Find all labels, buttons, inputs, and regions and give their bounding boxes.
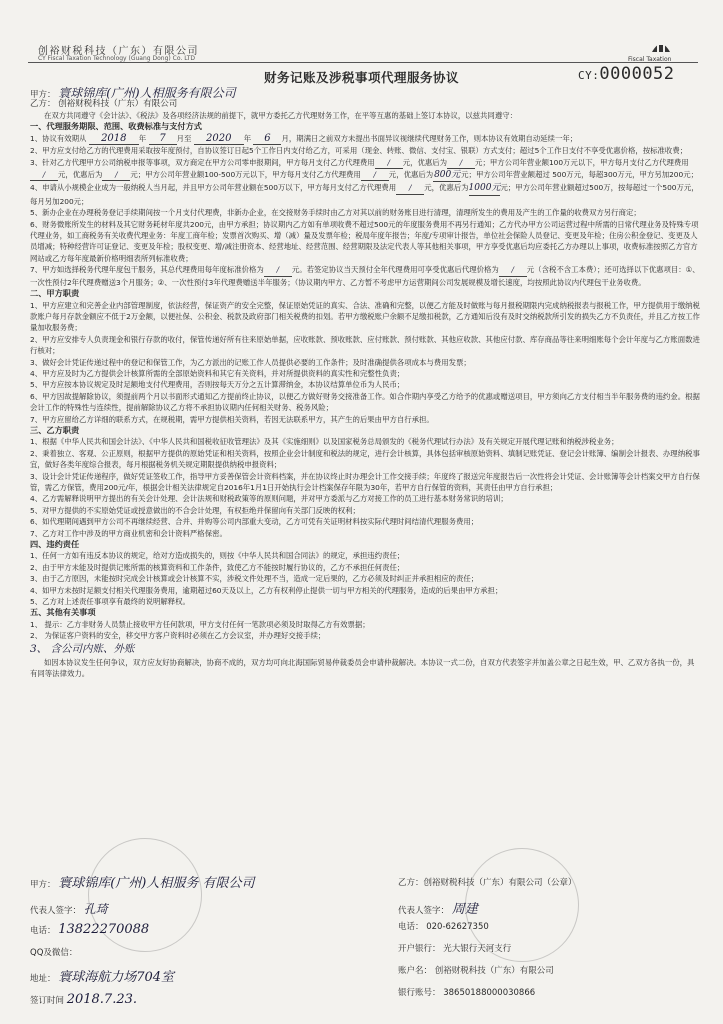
clause-1-3-text-g: 元；甲方公司年营业额超过 500万元，每超300万元，甲方另加200元； [461, 170, 698, 180]
clause-4-5: 5、乙方对上述责任事项享有最终的说明解释权。 [30, 597, 190, 607]
clause-1-1 [30, 133, 700, 145]
clause-1-7-text-b: 元。若签定协议当天预付全年代理费用可享受优惠后代理价格为 [291, 265, 499, 275]
sign-b-phone-label: 电话： [398, 922, 424, 932]
section-3-heading: 三、乙方职责 [30, 424, 80, 435]
general-fee-blank: / [396, 182, 424, 194]
closing-paragraph: 如因本协议发生任何争议，双方应友好协商解决，协商不成的，双方均可向北海国际贸易仲裁委员会申请仲裁解决。本协议一式二份，自双方代表签字并加盖公章之日起生效，甲、乙双方各执一份，具有同等法律效力。 [30, 657, 695, 679]
clause-5-3-handwritten: 3、 含公司内账、外账 [30, 642, 135, 655]
clause-1-1-tail: 月，期满日之前双方未提出书面异议视继续代理财务工作，则本协议有效期自动延续一年； [281, 133, 578, 143]
clause-3-5: 5、对甲方提供的不实原始凭证或授意做出的不合会计处理，有权拒绝并保留向有关部门反映的权利； [30, 505, 360, 515]
clause-3-4: 4、乙方需解释说明甲方提出的有关会计处理、会计法规和财税政策等的原则问题，并对甲方委派与乙方对接工作的员工进行基本财务常识的培训； [30, 494, 508, 504]
sign-b-bank [398, 942, 511, 954]
party-b-line [30, 97, 177, 109]
end-year: 2020 [194, 133, 244, 145]
clause-1-7-text-a: 7、甲方如选择税务代理年度包干服务，其总代理费用每年度标准价格为 [30, 265, 264, 275]
sign-a-phone [30, 922, 149, 937]
small-fee-blank: / [30, 169, 58, 181]
section-5-heading: 五、其他有关事项 [30, 607, 96, 618]
clause-2-5: 5、甲方应按本协议规定及时足额地支付代理费用，否则按每天万分之五计算滞纳金，本协议结算单位币为人民币； [30, 380, 405, 390]
sign-a-qq [30, 946, 77, 958]
serial-value: 0000052 [599, 64, 675, 84]
sign-a-rep-hw: 孔琦 [83, 902, 108, 916]
party-b-label: 乙方： [30, 99, 56, 109]
clause-3-1: 1、根据《中华人民共和国会计法》、《中华人民共和国税收征收管理法》及其《实施细则》以及国家税务总局颁发的《税务代理试行办法》及有关规定开展代理记账和纳税涉税业务； [30, 437, 619, 447]
clause-3-3: 3、设计会计凭证传递程序，做好凭证签收工作，指导甲方妥善保管会计资料档案，并在协议终止时办理会计工作交接手续；年度终了报送完年度报告后一次性将会计凭证、会计账簿等会计档案交甲方自行保管，需乙方保管，费用200元/年，根据会计相关法律规定自2016年1月1日开始执行会计档案保存年限为30年，若甲方自行保管的资料，其责任由甲方自行承担； [30, 471, 700, 492]
company-logo-icon [648, 34, 674, 56]
mid-fee-blank: / [361, 169, 389, 181]
sign-b-account-no-label: 银行账号： [398, 988, 441, 998]
sign-b-rep-hw: 周建 [451, 902, 478, 917]
serial-prefix: CY: [578, 69, 600, 82]
sign-a-company-hw: 寰球锦库(广州)人相服务 有限公司 [58, 876, 255, 891]
clause-4-1: 1、任何一方如有违反本协议的规定，给对方造成损失的，则按《中华人民共和国合同法》的规定，承担违约责任； [30, 551, 405, 561]
party-a-name: 寰球锦库(广州)人相服务有限公司 [58, 86, 236, 100]
start-month: 7 [149, 133, 177, 145]
sign-b-account-no [398, 986, 535, 998]
clause-1-3-text-d: 元，优惠后为 [58, 170, 103, 180]
end-year-unit: 年 [243, 133, 252, 143]
header-company-cn: 创裕财税科技（广东）有限公司 [38, 46, 199, 57]
sign-a-rep [30, 900, 108, 917]
sign-a-qq-label: QQ及微信： [30, 948, 78, 958]
clause-1-4 [30, 182, 700, 207]
sign-b-account-no-value: 38650188000030866 [443, 988, 536, 998]
document-title: 财务记账及涉税事项代理服务协议 [263, 70, 459, 85]
header-company-en: CY Fiscal Taxation Technology (Guang Dong) Co. LTD [38, 55, 196, 62]
annual-discount-blank: / [499, 264, 527, 276]
clause-1-7 [30, 264, 700, 288]
sign-b-rep-label: 代表人签字： [398, 906, 450, 916]
party-a-label: 甲方： [30, 90, 56, 100]
section-1-heading: 一、代理服务期限、范围、收费标准与支付方式 [30, 121, 202, 132]
clause-1-4-text-c: 元；甲方公司年营业额超过500万，按每超过一个500万元，每月另加200元； [30, 183, 699, 206]
clause-1-3-text-c: 元；甲方公司年营业额100万元以下，甲方每月支付乙方代理费用 [475, 157, 689, 167]
sign-b-rep [398, 898, 478, 917]
section-4-heading: 四、违约责任 [30, 539, 80, 550]
sign-a-company [30, 872, 255, 891]
sign-a-phone-label: 电话： [30, 926, 56, 936]
sign-b-account-name-value: 创裕财税科技（广东）有限公司 [434, 966, 554, 976]
clause-4-2: 2、由于甲方未能及时提供记账所需的核算资料和工作条件，致使乙方不能按时履行协议的，乙方不承担任何责任； [30, 562, 405, 572]
clause-2-7: 7、甲方应留给乙方详细的联系方式，在规税期，需甲方提供相关资料，若因无法联系甲方，其产生的后果由甲方自行承担。 [30, 414, 434, 424]
annual-fee-blank: / [264, 264, 292, 276]
clause-1-5: 5、新办企业在办理税务登记手续期间按一个月支付代理费，非新办企业，在交接财务手续时由乙方对其以前的财务账目进行清理，清理所发生的费用及产生的工作量的收费双方另行商定； [30, 208, 641, 218]
sign-a-date-hw: 2018.7.23. [66, 992, 138, 1007]
clause-1-3-text-f: 元，优惠后为 [388, 170, 434, 180]
serial-number [578, 64, 675, 84]
sign-a-address-label: 地址： [30, 974, 56, 984]
general-fee-discount-value: 1000元 [469, 183, 501, 195]
sign-a-phone-hw: 13822270088 [58, 922, 150, 937]
logo-caption: Fiscal Taxation [628, 56, 672, 63]
clause-2-4: 4、甲方应及时为乙方提供会计核算所需的全部原始资料和其它有关资料，并对所提供资料的真实性和完整性负责； [30, 368, 405, 378]
section-2-heading: 二、甲方职责 [30, 288, 80, 299]
clause-1-2: 2、甲方应支付给乙方的代理费用采取按年度预付，自协议签订日起5个工作日内支付给乙方，可采用（现金、转账、微信、支付宝、银联）方式支付；超过5个工作日支付不享受优惠价格，按标准收费； [30, 146, 688, 156]
agreement-body [30, 110, 700, 680]
sign-b-account-name [398, 964, 554, 976]
clause-5-1: 1、 提示：乙方非财务人员禁止接收甲方任何款项，甲方支付任何一笔款项必须及时取得乙方有效票据； [30, 619, 370, 629]
clause-4-3: 3、由于乙方原因，未能按时完成会计核算或会计核算不实，涉税文件处理不当，造成一定后果的，乙方必须及时纠正并承担相应的责任； [30, 574, 479, 584]
sign-a-rep-label: 代表人签字： [30, 906, 82, 916]
clause-2-6: 6、甲方因故提解除协议，须提前两个月以书面形式通知乙方提前终止协议，以便乙方做好财务交接准备工作。如合作期内享受乙方给予的优惠或赠送项目，甲方须向乙方支付相当半年服务费的违约金。根据会计工作的特殊性与连续性，提前解除协议乙方将不承担协议期内任何相关财务、税务风险； [30, 391, 700, 413]
clause-1-4-text-b: 元，优惠后为 [424, 183, 469, 193]
sign-b-phone [398, 920, 489, 932]
sign-a-date [30, 992, 137, 1007]
sign-b-bank-label: 开户银行： [398, 944, 441, 954]
clause-2-3: 3、做好会计凭证传递过程中的登记和保管工作，为乙方派出的记账工作人员提供必要的工作条件；及时准确提供各项成本与费用发票； [30, 357, 471, 367]
clause-5-2: 2、 为保证客户资料的安全，移交甲方客户资料时必须在乙方会议室，并办理好交接手续； [30, 631, 326, 641]
party-b-name: 创裕财税科技（广东）有限公司 [58, 99, 178, 109]
clause-1-1-text: 1、协议有效期从 [30, 133, 87, 143]
sign-b-company: 乙方：创裕财税科技（广东）有限公司（公章） [398, 878, 577, 888]
clause-1-3-text-a: 3、针对乙方代理甲方公司纳税申报等事项，双方商定在甲方公司零申报期间，甲方每月支付乙方代理费用 [30, 157, 375, 167]
clause-4-4: 4、如甲方未按时足额支付相关代理服务费用，逾期超过60天及以上，乙方有权利停止提供一切与甲方相关的代理服务，造成的后果由甲方承担； [30, 585, 503, 595]
clause-3-6: 6、如代理期间遇到甲方公司不再继续经营、合并、并购等公司内部重大变动，乙方可凭有关证明材料按实际代理时间结清代理服务费用； [30, 517, 479, 527]
mid-fee-discount-value: 800元 [433, 170, 461, 182]
clause-1-4-text-a: 4、申请从小规模企业成为一般纳税人当月起，并且甲方公司年营业额在500万以下，甲方每月支付乙方代理费用 [30, 183, 397, 193]
zero-fee-discount-blank: / [447, 157, 475, 169]
zero-fee-blank: / [375, 157, 403, 169]
sign-a-address-hw: 寰球海航力场704室 [58, 970, 175, 985]
clause-1-3-text-e: 元；甲方公司年营业额100-500万元以下，甲方每月支付乙方代理费用 [130, 170, 361, 180]
start-month-unit: 月至 [176, 133, 192, 143]
clause-3-7: 7、乙方对工作中涉及的甲方商业机密和会计资料严格保密。 [30, 528, 227, 538]
sign-b-account-name-label: 账户名： [398, 966, 433, 976]
sign-a-label: 甲方： [30, 880, 56, 890]
clause-2-1: 1、甲方应建立和完善企业内部管理制度，依法经营，保证资产的安全完整，保证原始凭证的真实、合法、准确和完整，以便乙方能及时做账与每月报税期限内完成纳税报表与报税工作，甲方提供用于缴纳税款账户每月存款金额应不低于2万金额，以便社保、公积金、税款及政府部门相关税费的扣划。若甲方缴税账户余额不足缴扣税款，乙方通知后没有及时交纳税款所引发的损失乙方不负责任，并且乙方按工作量加收服务费； [30, 300, 700, 333]
small-fee-discount-blank: / [102, 169, 130, 181]
clause-1-3 [30, 157, 700, 183]
clause-1-3-text-b: 元，优惠后为 [402, 157, 448, 167]
sign-a-date-label: 签订时间 [30, 996, 65, 1006]
clause-3-2: 2、秉着独立、客观、公正原则，根据甲方提供的原始凭证和相关资料，按照企业会计制度和税法的规定，进行会计核算，具体包括审核原始资料、填制记账凭证、登记会计账簿、编制会计报表、办理纳税事宜，做好各类年度综合报表，每月根据税务机关规定期限提供纳税申报资料； [30, 448, 700, 470]
start-year-unit: 年 [138, 133, 147, 143]
intro-paragraph: 在双方共同遵守《会计法》、《税法》及各项经济法规的前提下，就甲方委托乙方代理财务工作，在平等互惠的基础上签订本协议，以兹共同遵守： [44, 111, 517, 120]
sign-a-address [30, 966, 174, 985]
clause-2-2: 2、甲方应安排专人负责现金和银行存款的收付，保管传递好所有往来原始单据，应收账款、预收账款、应付账款、预付账款、其他应收款、其他应付款、库存商品等往来明细账每个会计年度与乙方账面数进行核对； [30, 334, 700, 356]
clause-1-6: 6、财务微账所发生的材料及其它财务耗材年度共200元，由甲方承担；协议期内乙方如有单项收费不超过500元的年度服务费用不再另行通知；乙方代办甲方公司运营过程中所需的日常代理业务及特殊专项代理业务，如工商税务有关收费代理业务：年度工商年检；发票首次购买、增（减）量及发票年检；税局年度年报告；年度/专项审计报告，单位社会保险人员登记、变更及年检；住房公积金登记、变更及人员增减；特种经营许可证登记、变更及年检；股权变更、增/减注册资本、经营地址、经营范围、经营期限及法定代表人等其他相关事项，甲方享受优惠后均应委托乙方办理以上事项，收费标准按照乙方官方网站或乙方每年度最新价格明细表所列标准收费； [30, 219, 699, 263]
end-month: 6 [253, 133, 281, 145]
header-divider [28, 62, 698, 63]
clause-1-7-text-c: 元（含税不含工本费）；还可选择以下优惠项目：①、一次性预付2年代理费赠送3个月服务；②、一次性预付3年代理费赠送半年服务；（协议期内甲方、乙方暂不考虑甲方运营期间公司发展规模及增长速度，均按照此协议内代理包干业务收费。 [30, 265, 700, 287]
start-year: 2018 [89, 133, 139, 145]
sign-b-bank-value: 光大银行天河支行 [443, 944, 512, 954]
sign-b-phone-value: 020-62627350 [426, 922, 489, 932]
